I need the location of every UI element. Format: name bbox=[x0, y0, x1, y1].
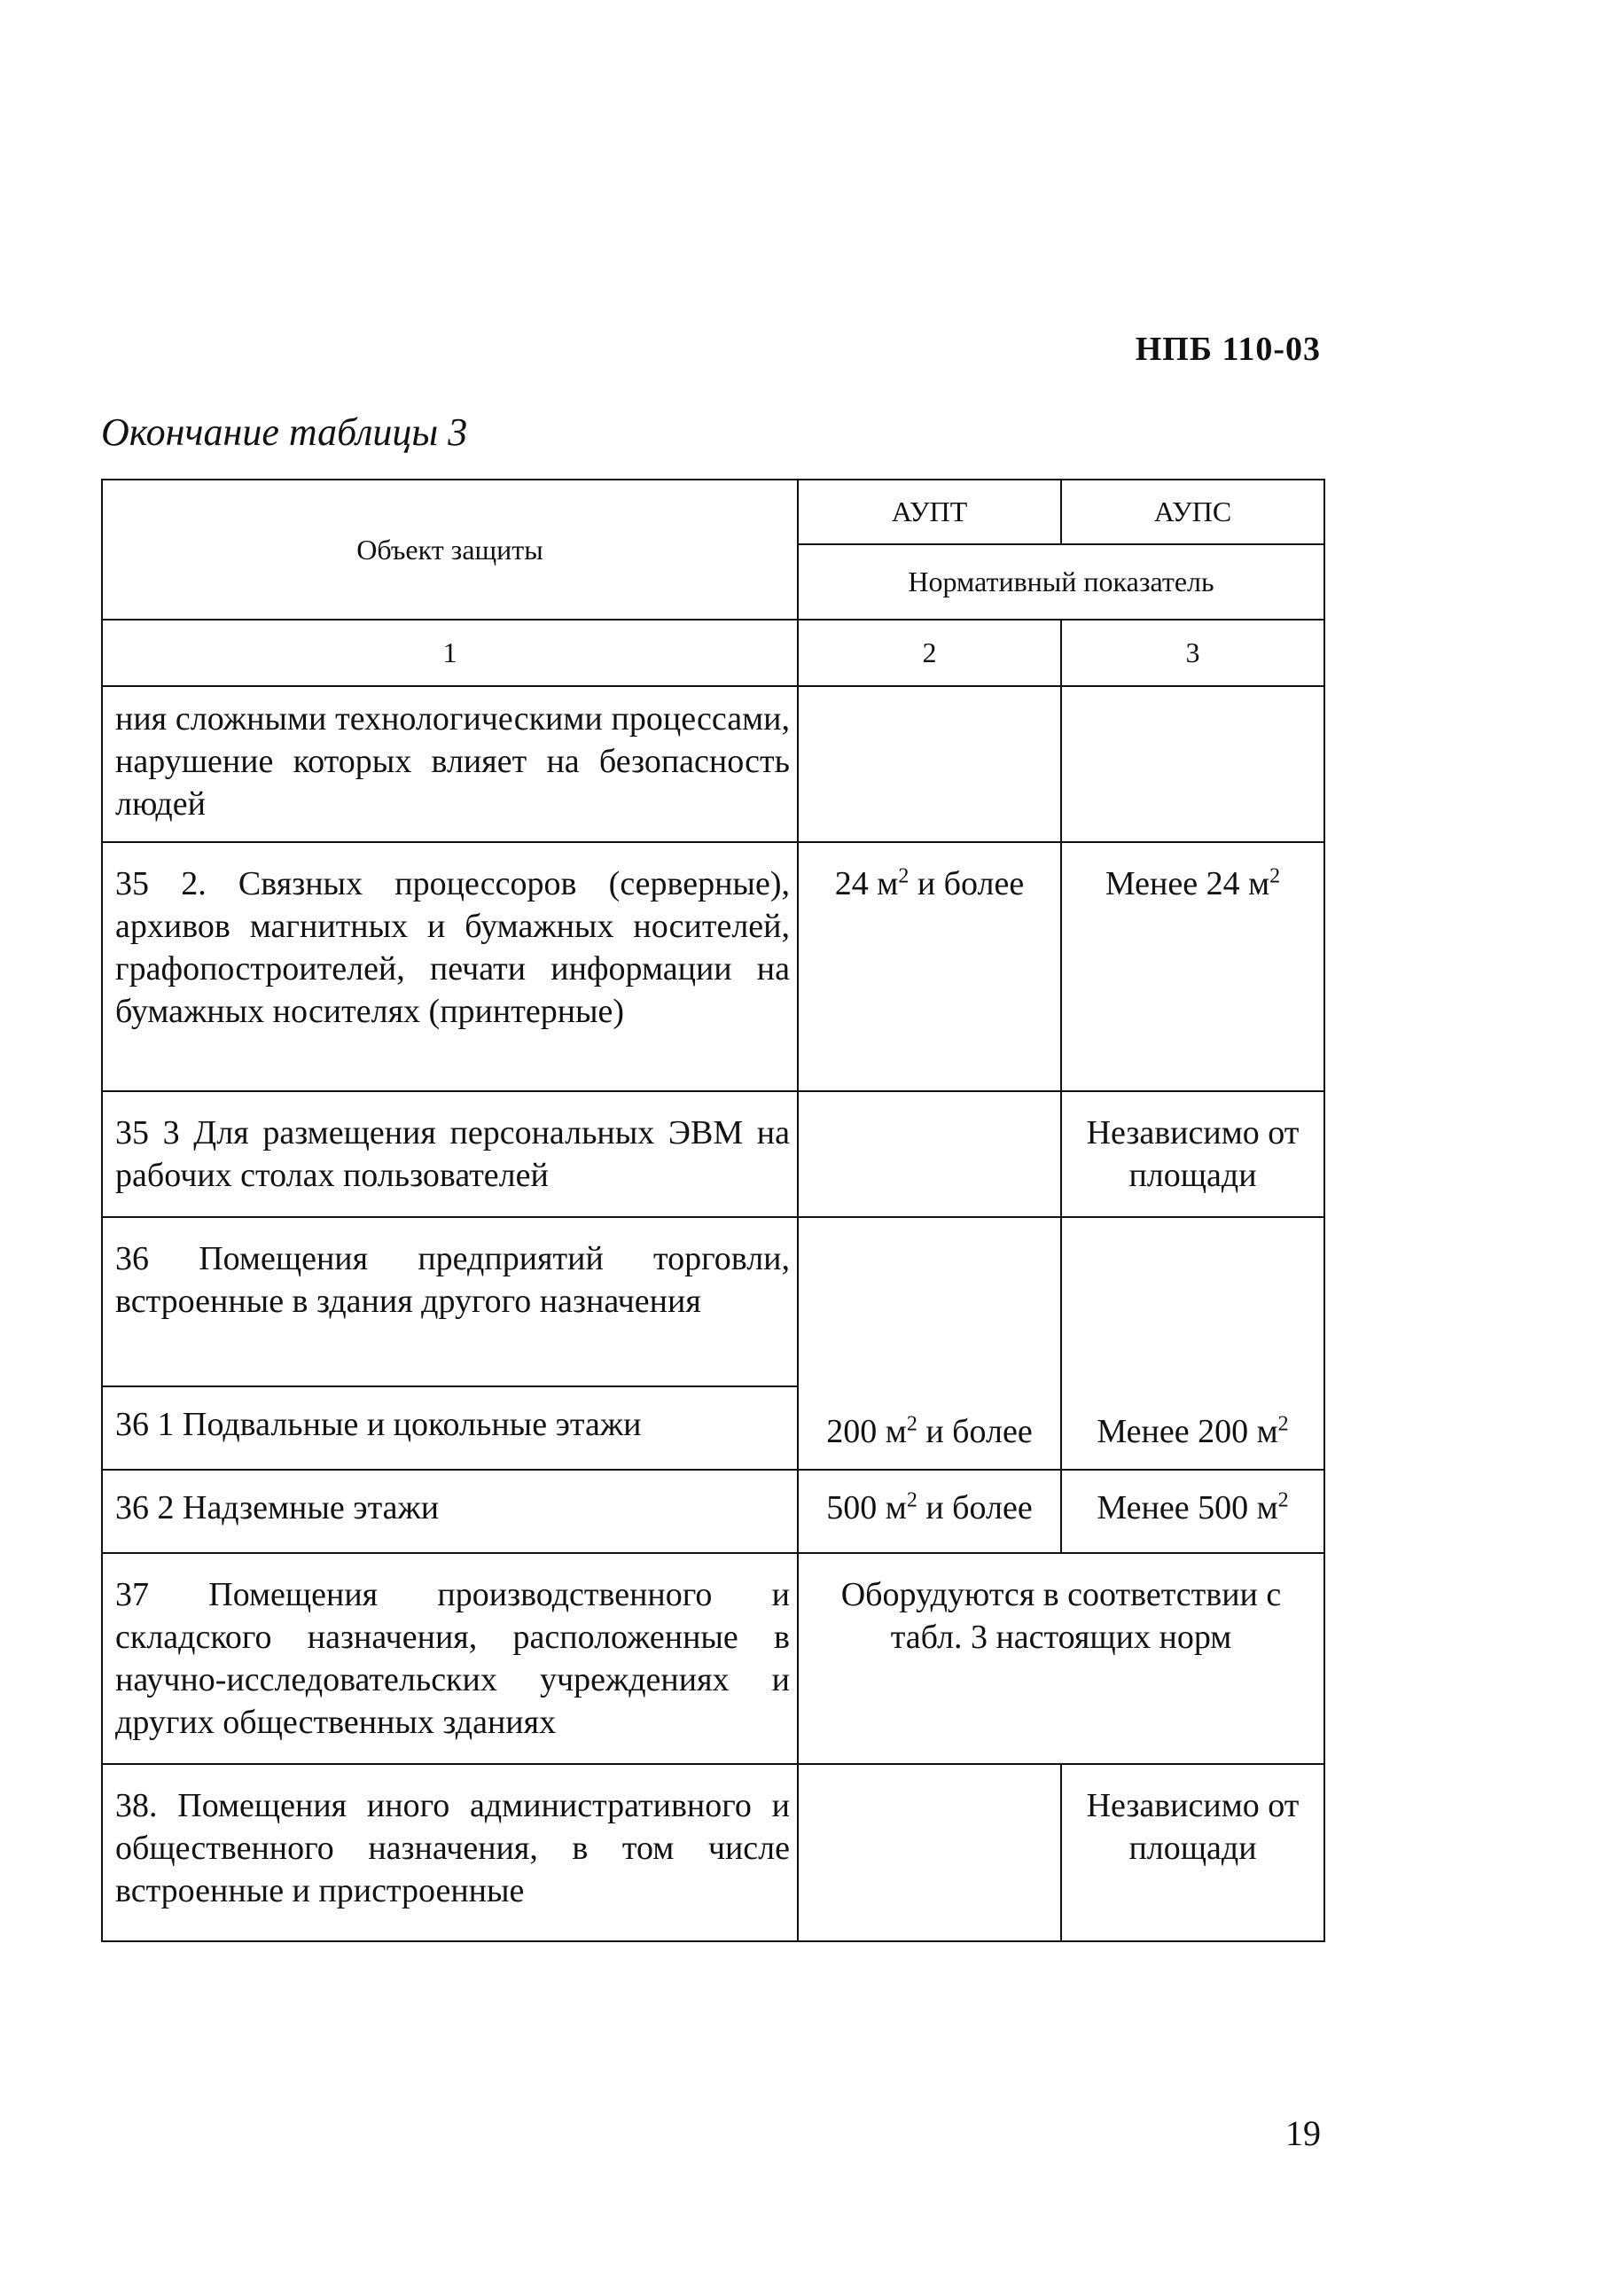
aups-cell: Менее 500 $м^2$ bbox=[1061, 1470, 1324, 1553]
aupt-cell bbox=[798, 686, 1061, 842]
object-cell: 36 1 Подвальные и цокольные этажи bbox=[102, 1386, 798, 1470]
column-number-2: 2 bbox=[798, 620, 1061, 686]
aups-cell: Независимо от площади bbox=[1061, 1091, 1324, 1217]
object-cell: 36 Помещения предприятий торговли, встроенные в здания другого назначения bbox=[102, 1217, 798, 1386]
object-cell: 35 2. Связных процессоров (серверные), архивов магнитных и бумажных носителей, графопостроителей, печати информации на бумажных носителях (принтерные) bbox=[102, 842, 798, 1091]
aupt-cell-merged: 200 $м^2$ и более bbox=[798, 1217, 1061, 1470]
table-row bbox=[102, 686, 1324, 842]
header-object: Объект защиты bbox=[102, 480, 798, 620]
object-cell: 35 3 Для размещения персональных ЭВМ на рабочих столах пользователей bbox=[102, 1091, 798, 1217]
table-row bbox=[102, 1217, 1324, 1386]
table-row bbox=[102, 1091, 1324, 1217]
table-row bbox=[102, 1553, 1324, 1764]
header-aupt: АУПТ bbox=[798, 480, 1061, 544]
object-cell: ния сложными технологическими процессами, нарушение которых влияет на безопасность людей bbox=[102, 686, 798, 842]
aupt-cell: 500 $м^2$ и более bbox=[798, 1470, 1061, 1553]
object-cell: 36 2 Надземные этажи bbox=[102, 1470, 798, 1553]
aups-cell-merged: Менее 200 $м^2$ bbox=[1061, 1217, 1324, 1470]
table-caption: Окончание таблицы 3 bbox=[101, 410, 468, 454]
header-aups: АУПС bbox=[1061, 480, 1324, 544]
aupt-cell: 24 $м^2$ и более bbox=[798, 842, 1061, 1091]
aups-cell: Менее 24 $м^2$ bbox=[1061, 842, 1324, 1091]
document-code: НПБ 110-03 bbox=[1135, 331, 1321, 368]
table-row bbox=[102, 1764, 1324, 1941]
norms-table bbox=[101, 479, 1325, 1942]
object-cell: 38. Помещения иного административного и общественного назначения, в том числе встроенные и пристроенные bbox=[102, 1764, 798, 1941]
aups-cell bbox=[1061, 686, 1324, 842]
header-normative: Нормативный показатель bbox=[798, 544, 1324, 620]
page-number: 19 bbox=[1285, 2113, 1321, 2153]
aupt-cell bbox=[798, 1091, 1061, 1217]
column-number-1: 1 bbox=[102, 620, 798, 686]
table-row bbox=[102, 842, 1324, 1091]
table-row bbox=[102, 1470, 1324, 1553]
aupt-cell bbox=[798, 1764, 1061, 1941]
object-cell: 37 Помещения производственного и складского назначения, расположенные в научно-исследовательских учреждениях и других общественных зданиях bbox=[102, 1553, 798, 1764]
aups-cell: Независимо от площади bbox=[1061, 1764, 1324, 1941]
merged-norm-cell: Оборудуются в соответствии с табл. 3 настоящих норм bbox=[798, 1553, 1324, 1764]
column-number-3: 3 bbox=[1061, 620, 1324, 686]
